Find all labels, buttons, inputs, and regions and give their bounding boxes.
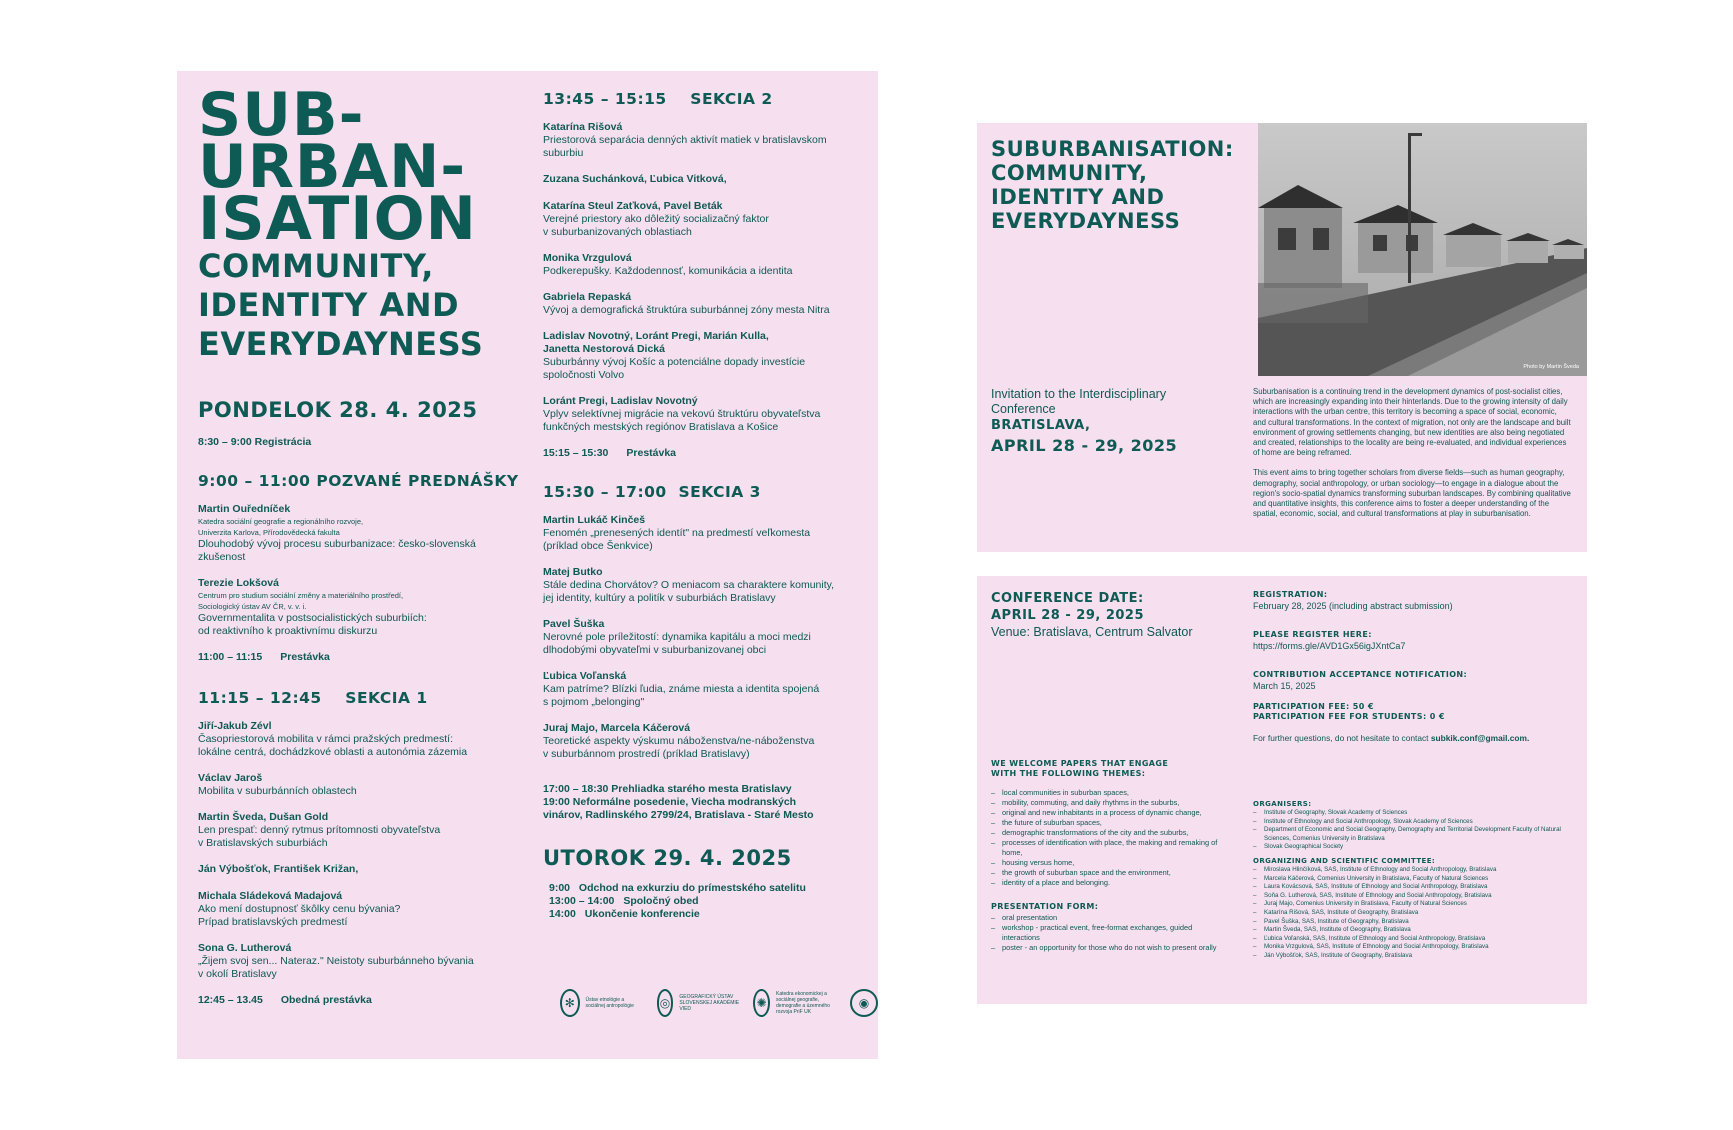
day2-item: 14:00 Ukončenie konferencie bbox=[549, 908, 700, 920]
section-3-heading: 15:30 – 17:00 SEKCIA 3 bbox=[543, 483, 761, 501]
talk: Jiří-Jakub Zévl Časopriestorová mobilita v rámci pražských predmestí: lokálne centrá, dochádzkové oblasti a autonómia zázemia bbox=[198, 720, 468, 758]
talk: Katarína Rišová Priestorová separácia denných aktivít matiek v bratislavskom suburbiu bbox=[543, 121, 827, 159]
talk: Sona G. Lutherová „Žijem svoj sen... Nateraz." Neistoty suburbánneho bývania v okolí Bratislavy bbox=[198, 942, 474, 980]
photo-illustration bbox=[1258, 123, 1587, 376]
talk: Ľubica Voľanská Kam patríme? Blízki ľudia, známe miesta a identita spojená s pojmom „belonging" bbox=[543, 670, 820, 708]
partner-logos bbox=[560, 989, 878, 1017]
talk: Martin Šveda, Dušan Gold Len prespať: denný rytmus prítomnosti obyvateľstva v Bratislavských suburbiách bbox=[198, 811, 441, 849]
presentation-forms-list: – oral presentation – workshop - practical event, free-format exchanges, guided interactions – poster - an opportunity for those who do not wish to present orally bbox=[991, 913, 1231, 953]
talk: Martin Lukáč Kinčeš Fenomén „prenesených identít" na predmestí veľkomesta (príklad obce Šenkvice) bbox=[543, 514, 811, 552]
talk: Pavel Šuška Nerovné pole príležitostí: dynamika kapitálu a moci medzi dlhodobými obyvateľmi v suburbanizovanej obci bbox=[543, 618, 811, 656]
call-for-papers-flyer bbox=[977, 576, 1587, 1004]
logo-mark-icon: ◎ bbox=[657, 989, 674, 1017]
day2-list bbox=[543, 882, 863, 921]
program-poster bbox=[177, 71, 878, 1059]
talk: Juraj Majo, Marcela Káčerová Teoretické aspekty výskumu náboženstva/ne-náboženstva v suburbánnom prostredí (príklad Bratislavy) bbox=[543, 722, 815, 760]
talk: Václav Jaroš Mobilita v suburbánních oblastech bbox=[198, 772, 357, 797]
section-2-heading: 13:45 – 15:15 SEKCIA 2 bbox=[543, 90, 773, 108]
talk: Ladislav Novotný, Loránt Pregi, Marián Kulla, Janetta Nestorová Dická Suburbánny vývoj Košíc a potenciálne dopady investície spoločnosti Volvo bbox=[543, 330, 806, 381]
logo-ethnology-institute: ✻ Ústav etnológie a sociálnej antropológie bbox=[560, 989, 643, 1017]
committee-list: – Miroslava Hlinčíková, SAS, Institute of Ethnology and Social Anthropology, Bratislava – Marcela Káčerová, Comenius University in Bratislava, Faculty of Natural Sciences – Laura Kovácsová, SAS, Institute of Ethnology and Social Anthropology, Bratislava – Soňa G. Lutherová, SAS, Institute of Ethnology and Social Anthropology, Bratislava – Juraj Majo, Comenius University in Bratislava, Faculty of Natural Sciences – Katarína Rišová, SAS, Institute of Geography, Bratislava – Pavel Šuška, SAS, Institute of Geography, Bratislava – Martin Šveda, SAS, Institute of Geography, Bratislava – Ľubica Voľanská, SAS, Institute of Ethnology and Social Anthropology, Bratislava – Monika Vrzgulová, SAS, Institute of Ethnology and Social Anthropology, Bratislava – Ján Výbošťok, SAS, Institute of Geography, Bratislava bbox=[1253, 866, 1573, 961]
day2-heading: UTOROK 29. 4. 2025 bbox=[543, 846, 792, 870]
poster-subtitle: COMMUNITY, IDENTITY AND EVERYDAYNESS bbox=[198, 247, 484, 363]
invited-talk: Martin Ouředníček Katedra sociální geografie a regionálního rozvoje, Univerzita Karlova, Přírodovědecká fakulta Dlouhodobý vývoj procesu suburbanizace: česko-slovenská zkušenost bbox=[198, 503, 476, 563]
logo-geographical-society bbox=[850, 989, 878, 1017]
invitation-flyer bbox=[977, 123, 1587, 552]
registration-link[interactable]: https://forms.gle/AVD1Gx56igJXntCa7 bbox=[1253, 641, 1406, 651]
registration-info: REGISTRATION: February 28, 2025 (including abstract submission) PLEASE REGISTER HERE: https://forms.gle/AVD1Gx56igJXntCa7 CONTRIBUTION ACCEPTANCE NOTIFICATION: March 15, 2025 PARTICIPATION FEE: 50 € PARTICIPATION FEE FOR STUDENTS: 0 € For further questions, do not hesitate to contact subkik.conf@gmail.com. ORGANISERS: – Institute of Geography, Slovak Academy of Sciences – Institute of Ethnology and Social Anthropology, Slovak Academy of Sciences – Department of Economic and Social Geography, Demography and Territorial Development Faculty of Natural Sciences, Comenius University in Bratislava – Slovak Geographical Society ORGANIZING AND SCIENTIFIC COMMITTEE: – Miroslava Hlinčíková, SAS, Institute of Ethnology and Social Anthropology, Bratislava – Marcela Káčerová, Comenius University in Bratislava, Faculty of Natural Sciences – Laura Kovácsová, SAS, Institute of Ethnology and Social Anthropology, Bratislava – Soňa G. Lutherová, SAS, Institute of Ethnology and Social Anthropology, Bratislava – Juraj Majo, Comenius University in Bratislava, Faculty of Natural Sciences – Katarína Rišová, SAS, Institute of Geography, Bratislava – Pavel Šuška, SAS, Institute of Geography, Bratislava – Martin Šveda, SAS, Institute of Geography, Bratislava – Ľubica Voľanská, SAS, Institute of Ethnology and Social Anthropology, Bratislava – Monika Vrzgulová, SAS, Institute of Ethnology and Social Anthropology, Bratislava – Ján Výbošťok, SAS, Institute of Geography, Bratislava bbox=[1253, 590, 1573, 961]
conference-date-block: CONFERENCE DATE: APRIL 28 - 29, 2025 Venue: Bratislava, Centrum Salvator bbox=[991, 591, 1193, 639]
day1-heading: PONDELOK 28. 4. 2025 bbox=[198, 398, 478, 422]
poster-right-column bbox=[543, 89, 863, 921]
suburban-houses-photo bbox=[1258, 123, 1587, 376]
invitation-block: Invitation to the Interdisciplinary Conference BRATISLAVA, APRIL 28 - 29, 2025 bbox=[991, 387, 1178, 455]
invited-heading: 9:00 – 11:00 POZVANÉ PREDNÁŠKY bbox=[198, 472, 519, 490]
evening-program: 17:00 – 18:30 Prehliadka starého mesta Bratislavy 19:00 Neformálne posedenie, Viecha modranských vinárov, Radlinského 2799/24, Bratislava - Staré Mesto bbox=[543, 783, 814, 821]
logo-mark-icon: ◉ bbox=[850, 989, 878, 1017]
talk: Loránt Pregi, Ladislav Novotný Vplyv selektívnej migrácie na vekovú štruktúru obyvateľstva funkčných mestských regiónov Bratislava a Košice bbox=[543, 395, 821, 433]
logo-mark-icon: ✺ bbox=[753, 989, 770, 1017]
logo-mark-icon: ✻ bbox=[560, 989, 580, 1017]
day2-item: 9:00 Odchod na exkurziu do prímestského satelitu bbox=[549, 882, 806, 894]
logo-comenius-department: ✺ Katedra ekonomickej a sociálnej geografie, demografie a územného rozvoja PriF UK bbox=[753, 989, 836, 1017]
talk: Matej Butko Stále dedina Chorvátov? O meniacom sa charaktere komunity, jej identity, kultúry a politík v suburbiách Bratislavy bbox=[543, 566, 835, 604]
invited-talk: Terezie Lokšová Centrum pro studium sociální změny a materiálního prostředí, Sociologický ústav AV ČR, v. v. i. Governmentalita v postsocialistických suburbiích: od reaktivního k proaktivnímu diskurzu bbox=[198, 577, 427, 637]
talk: Gabriela Repaská Vývoj a demografická štruktúra suburbánnej zóny mesta Nitra bbox=[543, 291, 830, 316]
flyer-description: Suburbanisation is a continuing trend in the development dynamics of post-socialist cities, which are increasingly expanding into their hinterlands. Due to the growing intensity of daily interactions with the urban centre, this territory is becoming a space of social, economic, and cultural transformations. In the context of migration, not only are the landscape and built environment of growing settlements changing, but new identities are also being negotiated and created, relationships to the locality are being re-evaluated, and individual experiences of home are being reframed. This event aims to bring together scholars from diverse fields—such as human geography, demography, social anthropology, or urban sociology—to engage in a dialogue about the region's socio-spatial dynamics transforming suburban landscapes. By combining qualitative and quantitative insights, this conference aims to foster a deeper understanding of the spatial, economic, social, and cultural transformations at play in suburbanisation. bbox=[1253, 387, 1571, 519]
logo-geography-institute: ◎ GEOGRAFICKÝ ÚSTAV SLOVENSKEJ AKADÉMIE VIED bbox=[657, 989, 740, 1017]
talk: Monika Vrzgulová Podkerepušky. Každodennosť, komunikácia a identita bbox=[543, 252, 793, 277]
themes-block: WE WELCOME PAPERS THAT ENGAGE WITH THE FOLLOWING THEMES: – local communities in suburban spaces, – mobility, commuting, and daily rhythms in the suburbs, – original and new inhabitants in a process of dynamic change, – the future of suburban spaces, – demographic transformations of the city and the suburbs, – processes of identification with place, the making and remaking of home, – housing versus home, – the growth of suburban space and the environment, – identity of a place and belonging. PRESENTATION FORM: – oral presentation – workshop - practical event, free-format exchanges, guided interactions – poster - an opportunity for those who do not wish to present orally bbox=[991, 759, 1231, 953]
themes-list: – local communities in suburban spaces, – mobility, commuting, and daily rhythms in the suburbs, – original and new inhabitants in a process of dynamic change, – the future of suburban spaces, – demographic transformations of the city and the suburbs, – processes of identification with place, the making and remaking of home, – housing versus home, – the growth of suburban space and the environment, – identity of a place and belonging. bbox=[991, 788, 1231, 888]
talk: Michala Sládeková Madajová Ako mení dostupnosť škôlky cenu bývania? Prípad bratislavských predmestí bbox=[198, 890, 401, 928]
lunch-break: 12:45 – 13.45 Obedná prestávka bbox=[198, 994, 372, 1006]
registration-line: 8:30 – 9:00 Registrácia bbox=[198, 436, 312, 448]
contact-line: For further questions, do not hesitate to contact subkik.conf@gmail.com. bbox=[1253, 733, 1530, 743]
talk: Katarína Steul Zaťková, Pavel Beták Verejné priestory ako dôležitý socializačný faktor v suburbanizovaných oblastiach bbox=[543, 200, 769, 238]
day2-item: 13:00 – 14:00 Spoločný obed bbox=[549, 895, 699, 907]
contact-email[interactable]: subkik.conf@gmail.com. bbox=[1430, 733, 1530, 743]
talk: Zuzana Suchánková, Ľubica Vitková, bbox=[543, 173, 727, 185]
poster-left-column bbox=[198, 80, 523, 1007]
break-2: 15:15 – 15:30 Prestávka bbox=[543, 447, 677, 459]
photo-credit: Photo by Martin Šveda bbox=[1523, 364, 1579, 370]
talk: Ján Výbošťok, František Križan, bbox=[198, 863, 359, 875]
break-1: 11:00 – 11:15 Prestávka bbox=[198, 651, 330, 663]
section-1-heading: 11:15 – 12:45 SEKCIA 1 bbox=[198, 689, 428, 707]
poster-title: SUB- URBAN- ISATION bbox=[198, 80, 477, 254]
flyer-title: SUBURBANISATION: COMMUNITY, IDENTITY AND EVERYDAYNESS bbox=[991, 137, 1234, 233]
organisers-list: – Institute of Geography, Slovak Academy of Sciences – Institute of Ethnology and Social Anthropology, Slovak Academy of Sciences – Department of Economic and Social Geography, Demography and Territorial Development Faculty of Natural Sciences, Comenius University in Bratislava – Slovak Geographical Society bbox=[1253, 809, 1573, 852]
